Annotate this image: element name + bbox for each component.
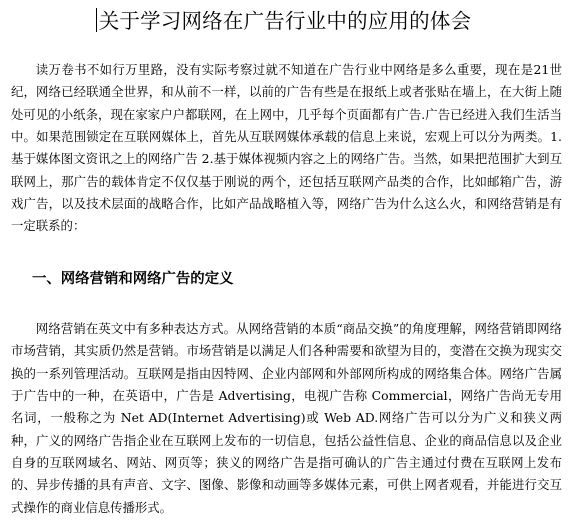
title-row <box>0 4 570 38</box>
document-title[interactable]: 关于学习网络在广告行业中的应用的体会 <box>98 9 472 33</box>
definition-paragraph[interactable]: 网络营销在英文中有多种表达方式。从网络营销的本质“商品交换”的角度理解，网络营销即网络市场营销，其实质仍然是营销。市场营销是以满足人们各种需要和欲望为目的，变潜在交换为现实交换的一系列管理活动。互联网是指由因特网、企业内部网和外部网所构成的网络集合体。网络广告属于广告中的一种，在英语中，广告是 Advertising，电视广告称 Commercial，网络广告尚无专用名词，一般称之为 Net AD(Internet Advertising)或 Web AD.网络广告可以分为广义和狭义两种，广义的网络广告指企业在互联网上发布的一切信息，包括公益性信息、企业的商品信息以及企业自身的互联网域名、网站、网页等；狭义的网络广告是指可确认的广告主通过付费在互联网上发布的、异步传播的具有声音、文字、图像、影像和动画等多媒体元素，可供上网者观看，并能进行交互式操作的商业信息传播形式。 <box>11 321 562 515</box>
intro-paragraph[interactable]: 读万卷书不如行万里路，没有实际考察过就不知道在广告行业中网络是多么重要，现在是21世纪，网络已经联通全世界，和从前不一样，以前的广告有些是在报纸上或者张贴在墙上，在大街上随处可见的小纸条，现在家家户户都联网，在上网中，几乎每个页面都有广告.广告已经进入我们生活当中。如果范围锁定在互联网媒体上，首先从互联网媒体承载的信息上来说，宏观上可以分为两类。1.基于媒体图文资讯之上的网络广告 2.基于媒体视频内容之上的网络广告。当然，如果把范围扩大到互联网上，那广告的载体肯定不仅仅基于刚说的两个，还包括互联网产品类的合作，比如邮箱广告，游戏广告，以及技术层面的战略合作，比如产品战略植入等，网络广告为什么这么火，和网络营销是有一定联系的： <box>11 62 562 234</box>
text-cursor <box>96 8 97 32</box>
section-heading[interactable]: 一、网络营销和网络广告的定义 <box>32 271 234 287</box>
